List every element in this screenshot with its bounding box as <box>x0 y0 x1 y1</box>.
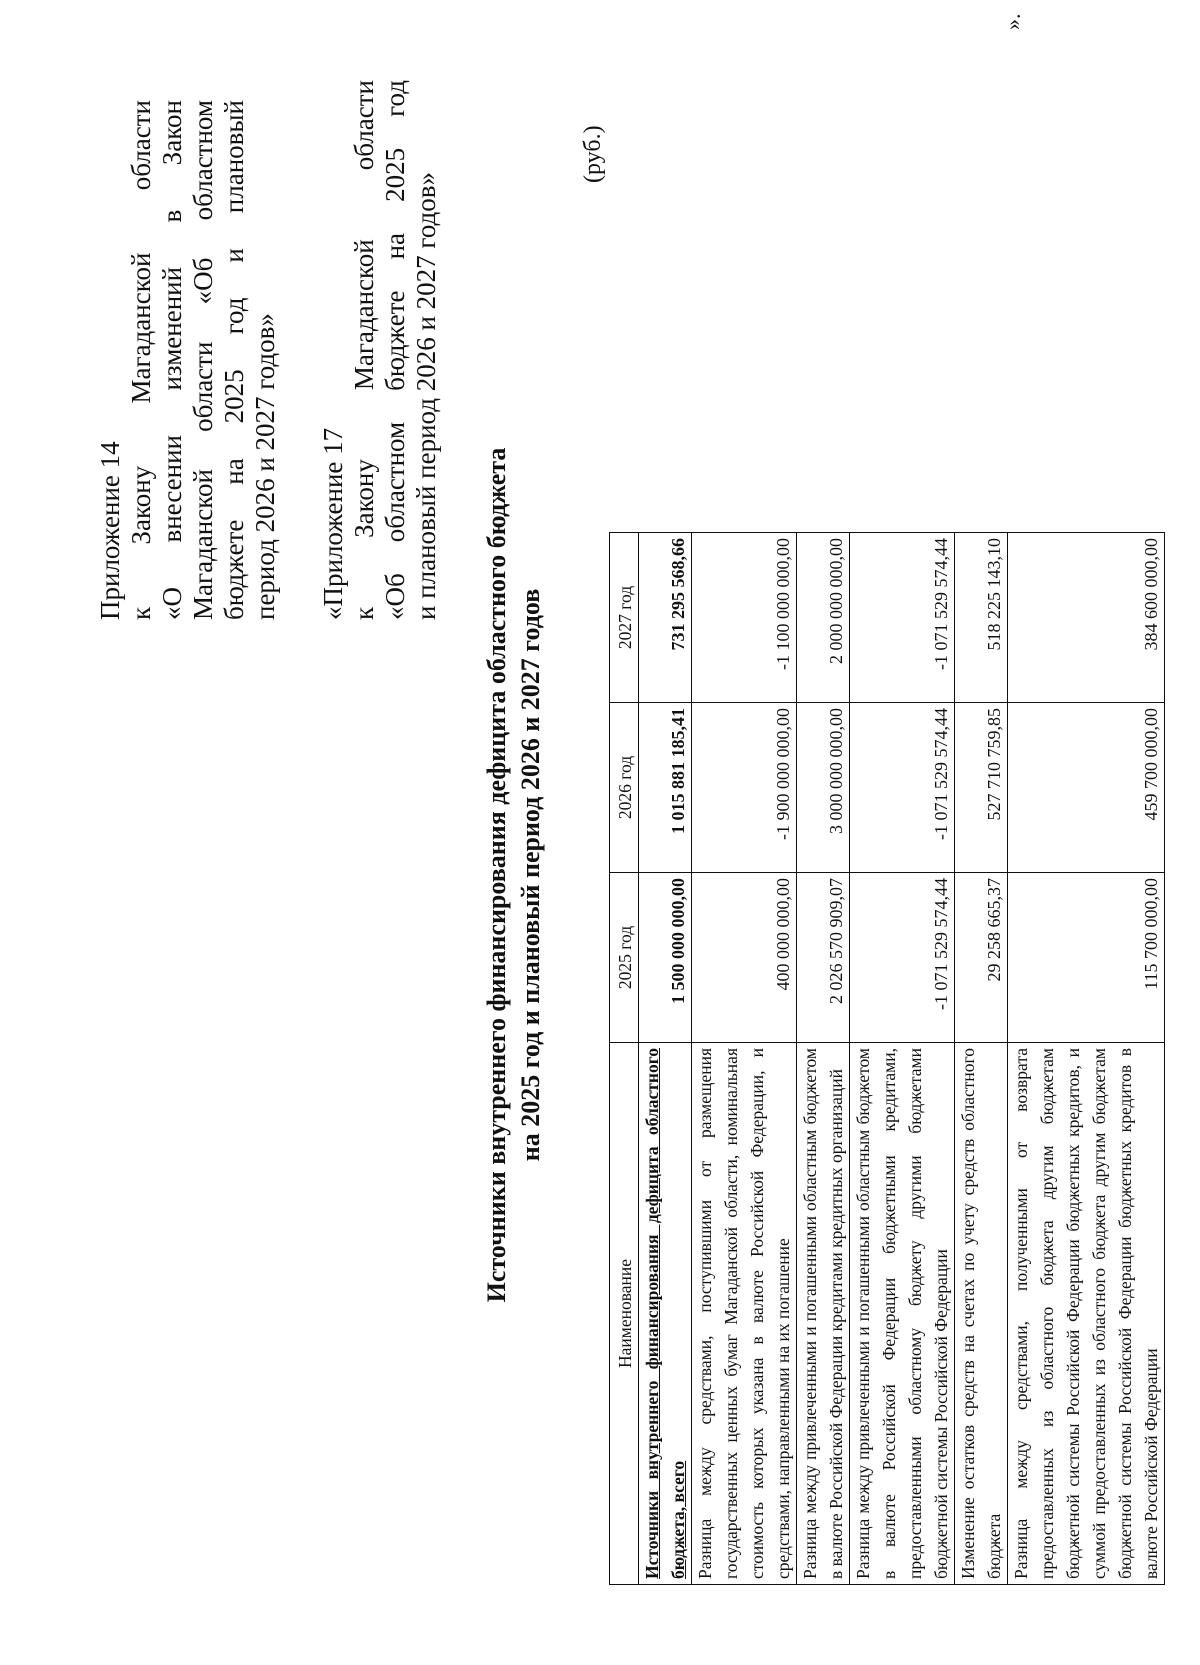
column-header-name: Наименование <box>610 1043 639 1585</box>
value-2025: -1 071 529 574,44 <box>850 873 955 1043</box>
value-2027: -1 100 000 000,00 <box>692 533 797 703</box>
row-name: Разница между средствами, полученными от возврата предоставленных из областного бюджета другим бюджетам бюджетной системы Российской Федерации бюджетных кредитов, и суммой предоставленных из областного бюджета другим бюджетам бюджетной системы Российской Федерации бюджетных кредитов в валюте Российской Федерации <box>1008 1043 1165 1585</box>
title-line-2: на 2025 год и плановый период 2026 и 2027 годов <box>516 588 545 1162</box>
annex-14-line: Приложение 14 <box>95 441 125 620</box>
annex-14-header <box>95 100 281 620</box>
value-2026: 459 700 000,00 <box>1008 703 1165 873</box>
annex-14-line: период 2026 и 2027 годов» <box>250 313 280 620</box>
value-2027: 384 600 000,00 <box>1008 533 1165 703</box>
column-header-2025: 2025 год <box>610 873 639 1043</box>
table-row-total <box>639 533 692 1585</box>
annex-14-line: к Закону Магаданской области <box>126 100 156 620</box>
annex-17-line: к Закону Магаданской области <box>349 80 379 620</box>
table-row <box>797 533 850 1585</box>
value-2026: -1 900 000 000,00 <box>692 703 797 873</box>
annex-14-line: бюджете на 2025 год и плановый <box>219 100 249 620</box>
value-2025: 2 026 570 909,07 <box>797 873 850 1043</box>
annex-17-header <box>318 80 442 620</box>
table-row <box>692 533 797 1585</box>
row-name: Источники внутреннего финансирования дефицита областного бюджета, всего <box>639 1043 692 1585</box>
currency-unit: (руб.) <box>580 125 606 183</box>
financing-sources-table <box>609 532 1165 1585</box>
annex-17-line: «Приложение 17 <box>318 427 348 620</box>
row-name: Изменение остатков средств на счетах по учету средств областного бюджета <box>955 1043 1008 1585</box>
annex-14-line: «О внесении изменений в Закон <box>157 100 187 620</box>
value-2025: 29 258 665,37 <box>955 873 1008 1043</box>
value-2027: 518 225 143,10 <box>955 533 1008 703</box>
value-2027: 731 295 568,66 <box>639 533 692 703</box>
table-row <box>1008 533 1165 1585</box>
value-2025: 1 500 000 000,00 <box>639 873 692 1043</box>
value-2027: -1 071 529 574,44 <box>850 533 955 703</box>
annex-17-line: «Об областном бюджете на 2025 год <box>380 80 410 620</box>
value-2026: 1 015 881 185,41 <box>639 703 692 873</box>
value-2026: -1 071 529 574,44 <box>850 703 955 873</box>
table-row <box>850 533 955 1585</box>
document-title <box>480 335 548 1415</box>
table-header-row <box>610 533 639 1585</box>
table-row <box>955 533 1008 1585</box>
closing-quote: ». <box>1000 13 1025 30</box>
value-2027: 2 000 000 000,00 <box>797 533 850 703</box>
column-header-2026: 2026 год <box>610 703 639 873</box>
row-name: Разница между привлеченными и погашенными областным бюджетом в валюте Российской Федерации бюджетными кредитами, предоставленными областному бюджету другими бюджетами бюджетной системы Российской Федерации <box>850 1043 955 1585</box>
value-2025: 115 700 000,00 <box>1008 873 1165 1043</box>
annex-17-line: и плановый период 2026 и 2027 годов» <box>411 171 441 620</box>
annex-14-line: Магаданской области «Об областном <box>188 100 218 620</box>
row-name: Разница между привлеченными и погашенными областным бюджетом в валюте Российской Федерации кредитами кредитных организаций <box>797 1043 850 1585</box>
title-line-1: Источники внутреннего финансирования дефицита областного бюджета <box>482 447 511 1303</box>
row-name: Разница между средствами, поступившими от размещения государственных ценных бумаг Магаданской области, номинальная стоимость которых указана в валюте Российской Федерации, и средствами, направленными на их погашение <box>692 1043 797 1585</box>
value-2026: 527 710 759,85 <box>955 703 1008 873</box>
column-header-2027: 2027 год <box>610 533 639 703</box>
value-2025: 400 000 000,00 <box>692 873 797 1043</box>
value-2026: 3 000 000 000,00 <box>797 703 850 873</box>
